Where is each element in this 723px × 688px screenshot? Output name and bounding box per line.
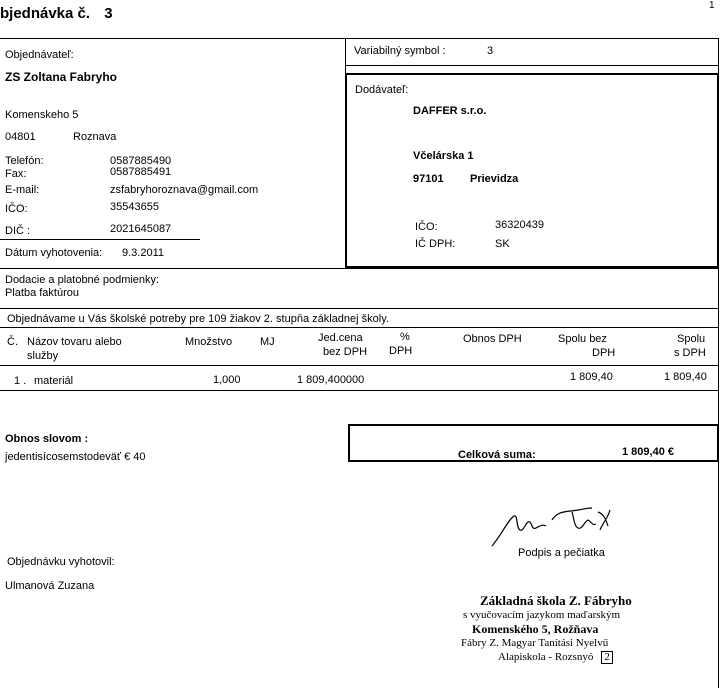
phone-label: Telefón: xyxy=(5,155,44,167)
order-text: Objednávame u Vás školské potreby pre 109 žiakov 2. stupňa základnej školy. xyxy=(7,313,389,325)
signature-graphic xyxy=(488,500,628,550)
terms-value: Platba faktúrou xyxy=(5,287,79,299)
dic-value: 2021645087 xyxy=(110,223,172,235)
fax-value: 0587885491 xyxy=(110,166,172,178)
header-name-line2: služby xyxy=(27,350,59,362)
row-unit-price: 1 809,400000 xyxy=(297,374,365,386)
email-value: zsfabryhoroznava@gmail.com xyxy=(110,184,259,196)
stamp-line5 xyxy=(498,651,613,664)
ico-label: IČO: xyxy=(5,203,28,215)
supplier-name: DAFFER s.r.o. xyxy=(413,105,487,117)
page-number: 1 xyxy=(709,0,715,11)
supplier-zip: 97101 xyxy=(413,173,444,185)
dic-label: DIČ : xyxy=(5,225,31,237)
orderer-zip: 04801 xyxy=(5,131,36,143)
varsym-label: Variabilný symbol : xyxy=(354,45,446,57)
header-vat-pct-line1: % xyxy=(400,331,410,343)
date-label: Dátum vyhotovenia: xyxy=(5,247,103,259)
date-value: 9.3.2011 xyxy=(122,247,165,259)
email-label: E-mail: xyxy=(5,184,40,196)
orderer-street: Komenskeho 5 xyxy=(5,109,79,121)
table-header-top-line xyxy=(0,327,719,328)
title-text: bjednávka č. xyxy=(0,5,91,22)
orderer-city: Roznava xyxy=(73,131,117,143)
header-unit: MJ xyxy=(260,336,275,348)
supplier-label: Dodávateľ: xyxy=(355,84,409,96)
words-value: jedentisícosemstodeväť € 40 xyxy=(5,451,146,463)
fax-label: Fax: xyxy=(5,168,27,180)
words-label: Obnos slovom : xyxy=(5,433,89,445)
total-value: 1 809,40 € xyxy=(622,446,674,458)
supplier-street: Včelárska 1 xyxy=(413,150,474,162)
header-name-line1: Názov tovaru alebo xyxy=(27,336,122,348)
signature-label: Podpis a pečiatka xyxy=(518,547,605,559)
row-num: 1 . xyxy=(14,375,27,387)
supplier-icdph-value: SK xyxy=(495,238,510,250)
orderer-label: Objednávateľ: xyxy=(5,49,74,61)
total-label: Celková suma: xyxy=(458,449,536,461)
supplier-icdph-label: IČ DPH: xyxy=(415,238,456,250)
ico-value: 35543655 xyxy=(110,201,159,213)
stamp-line2: s vyučovacím jazykom maďarským xyxy=(463,609,621,621)
row-qty: 1,000 xyxy=(213,374,241,386)
header-vat-amount: Obnos DPH xyxy=(463,333,522,345)
orderer-name: ZS Zoltana Fabryho xyxy=(5,70,118,84)
header-unit-price-line1: Jed.cena xyxy=(318,332,363,344)
row-total-net: 1 809,40 xyxy=(570,371,613,383)
table-bottom-line xyxy=(0,390,719,391)
order-text-top-line xyxy=(0,308,719,309)
header-qty: Množstvo xyxy=(185,336,233,348)
top-border xyxy=(0,38,718,39)
varsym-divider xyxy=(345,65,718,66)
stamp-line3: Komenského 5, Rožňava xyxy=(472,622,599,636)
stamp-line4: Fábry Z. Magyar Tanítási Nyelvű xyxy=(461,637,609,649)
row-name: materiál xyxy=(34,375,74,387)
varsym-value: 3 xyxy=(487,45,494,57)
terms-top-line xyxy=(0,268,719,269)
header-unit-price-line2: bez DPH xyxy=(323,346,368,358)
supplier-city: Prievidza xyxy=(470,173,519,185)
terms-label: Dodacie a platobné podmienky: xyxy=(5,274,160,286)
header-total-gross-line1: Spolu xyxy=(677,333,706,345)
supplier-ico-label: IČO: xyxy=(415,221,438,233)
supplier-box xyxy=(345,73,719,268)
stamp-line1: Základná škola Z. Fábryho xyxy=(480,593,632,608)
stamp-line5-text: Alapiskola - Rozsnyó xyxy=(498,651,594,663)
document-title xyxy=(0,5,113,22)
header-num: Č. xyxy=(7,336,18,348)
header-vat-pct-line2: DPH xyxy=(389,345,413,357)
header-total-net-line2: DPH xyxy=(592,347,616,359)
header-total-net-line1: Spolu bez xyxy=(558,333,607,345)
prepared-label: Objednávku vyhotovil: xyxy=(7,556,115,568)
header-total-gross-line2: s DPH xyxy=(674,347,706,359)
stamp-box: 2 xyxy=(601,651,613,664)
row-total-gross: 1 809,40 xyxy=(664,371,707,383)
phone-value: 0587885490 xyxy=(110,155,172,167)
prepared-name: Ulmanová Zuzana xyxy=(5,580,95,592)
dic-underline xyxy=(0,239,200,240)
supplier-ico-value: 36320439 xyxy=(495,219,544,231)
order-number: 3 xyxy=(104,5,113,22)
table-header-bottom-line xyxy=(0,365,719,366)
